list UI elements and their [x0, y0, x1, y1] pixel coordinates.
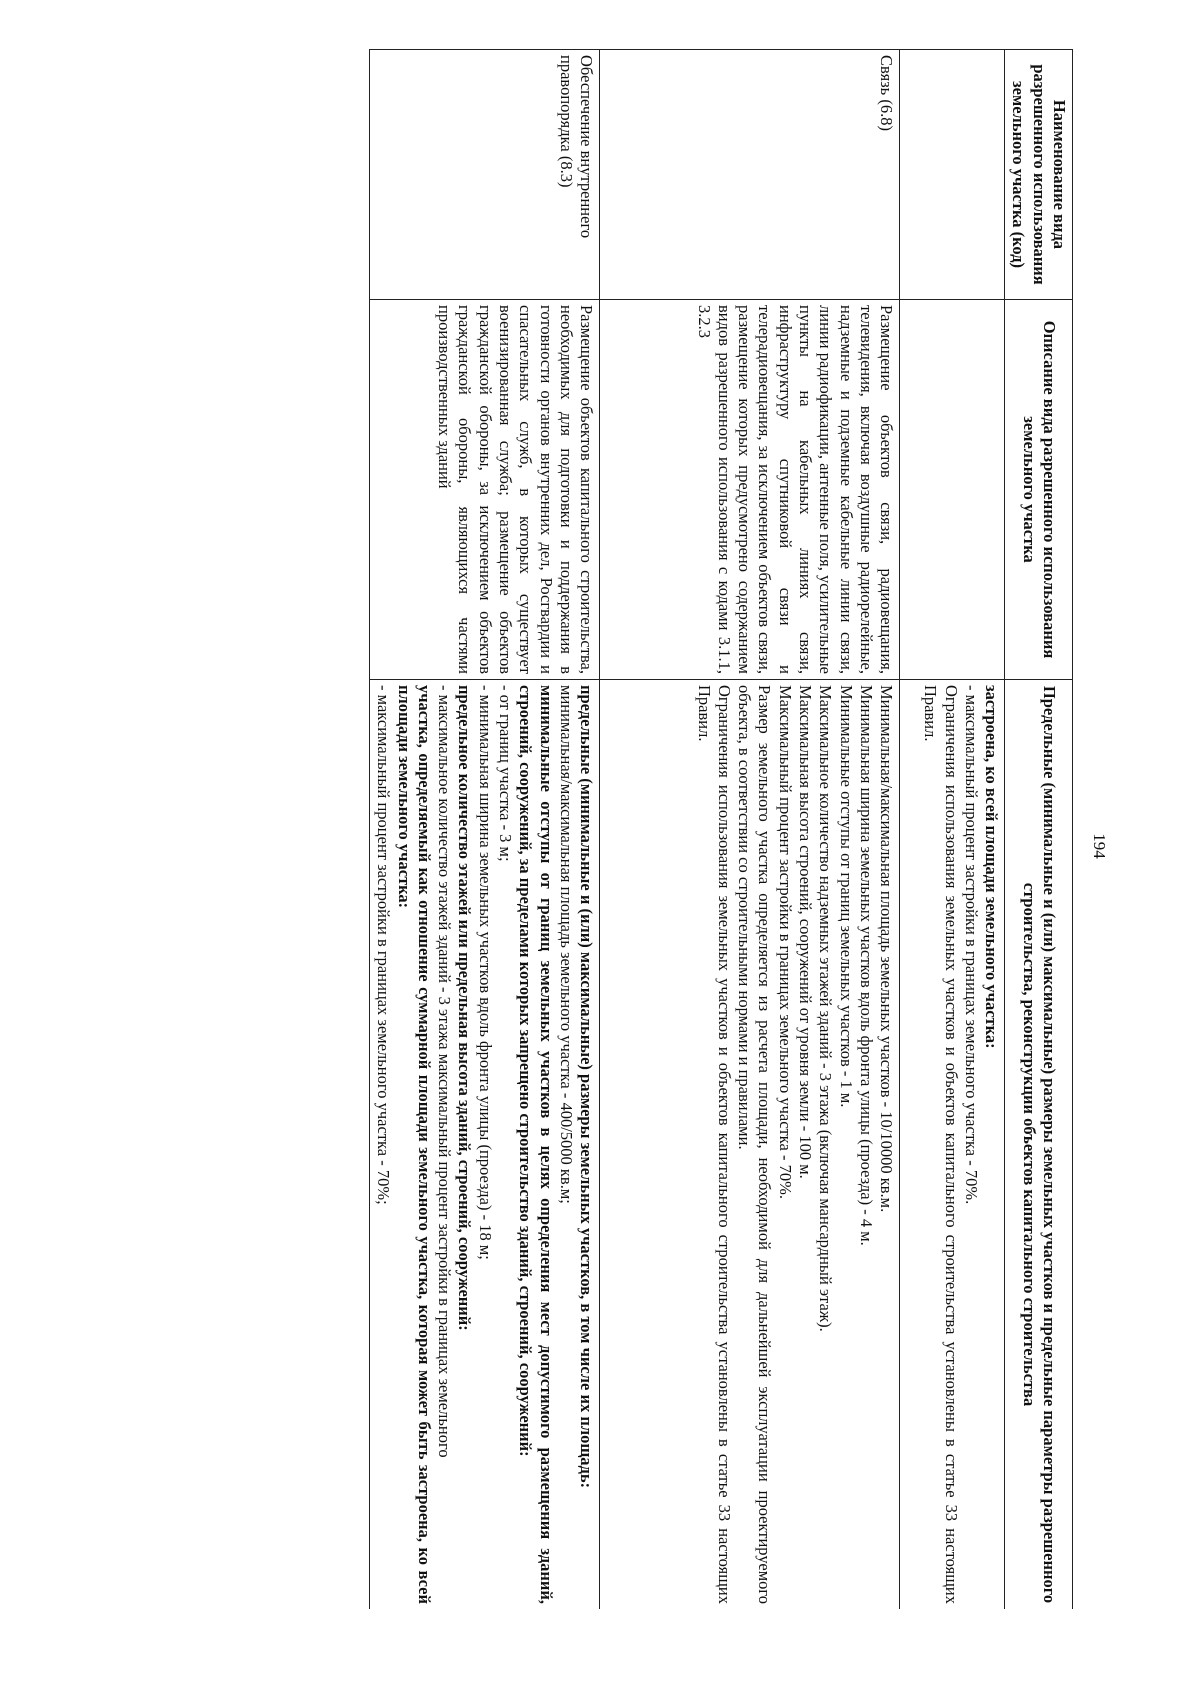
row1-param-1: застроена, ко всей площади земельного участка:	[982, 685, 1002, 1049]
header-name: Наименование вида разрешенного использования земельного участка (код)	[1005, 50, 1073, 300]
row2-param-6: Максимальный процент застройки в границах земельного участка - 70%.	[775, 685, 795, 1199]
row3-name: Обеспечение внутреннего правопорядка (8.3)	[370, 50, 600, 300]
row2-description: Размещение объектов связи, радиовещания, телевидения, включая воздушные радиорелейные, надземные и подземные кабельные линии связи, линии радиофикации, антенные поля, усилительные пункты на кабельных линиях связи, инфраструктуру спутниковой связи и телерадиовещания, за исключением объектов связи, размещение которых предусмотрено содержанием видов разрешенного использования с кодами 3.1.1, 3.2.3	[600, 300, 900, 680]
row2-name: Связь (6.8)	[600, 50, 900, 300]
row3-param-2: минимальная/максимальная площадь земельного участка - 400/5000 кв.м;	[556, 685, 576, 1204]
row3-param-3: минимальные отступы от границ земельных участков в целях определения мест допустимого размещения зданий, строений, сооружений, за пределами которых запрещено строительство зданий, строений, сооружений:	[516, 685, 556, 1604]
row2-param-8: Ограничения использования земельных участков и объектов капитального строительства установлены в статье 33 настоящих Правил.	[694, 685, 734, 1604]
row1-params	[900, 680, 1005, 1610]
header-row	[1005, 50, 1073, 1610]
row2-param-2: Минимальная ширина земельных участков вдоль фронта улицы (проезда) - 4 м.	[856, 685, 876, 1246]
header-params: Предельные (минимальные и (или) максимальные) размеры земельных участков и предельные параметры разрешенного строительства, реконструкции объектов капитального строительства	[1005, 680, 1073, 1610]
page-number: 194	[1090, 833, 1109, 859]
table-row	[370, 50, 600, 1610]
row2-param-1: Минимальная/максимальная площадь земельных участков - 10/10000 кв.м.	[877, 685, 897, 1213]
row3-param-5: - минимальная ширина земельных участков вдоль фронта улицы (проезда) - 18 м;	[475, 685, 495, 1260]
row1-param-2: - максимальный процент застройки в границах земельного участка - 70%.	[961, 685, 981, 1205]
row3-param-6: предельное количество этажей или предельная высота зданий, строений, сооружений:	[455, 685, 475, 1331]
row3-param-8: участка, определяемый как отношение суммарной площади земельного участка, которая может быть застроена, ко всей площади земельного участка:	[394, 685, 434, 1604]
table-row	[900, 50, 1005, 1610]
row2-param-3: Минимальные отступы от границ земельных участков - 1 м.	[836, 685, 856, 1108]
header-description: Описание вида разрешенного использования земельного участка	[1005, 300, 1073, 680]
row3-param-4: - от границ участка - 3 м;	[496, 685, 516, 862]
row3-param-1: предельные (минимальные и (или) максимальные) размеры земельных участков, в том числе их площадь:	[577, 685, 597, 1489]
table-row	[600, 50, 900, 1610]
rotated-table-wrapper	[55, 49, 1073, 1609]
row1-description	[900, 300, 1005, 680]
row1-param-3: Ограничения использования земельных участков и объектов капитального строительства установлены в статье 33 настоящих Правил.	[921, 685, 961, 1604]
row2-param-5: Максимальная высота строений, сооружений от уровня земли - 100 м.	[796, 685, 816, 1179]
row3-description: Размещение объектов капитального строительства, необходимых для подготовки и поддержания в готовности органов внутренних дел, Росгвардии и спасательных служб, в которых существует военизированная служба; размещение объектов гражданской обороны, за исключением объектов гражданской обороны, являющихся частями производственных зданий	[370, 300, 600, 680]
row2-param-7: Размер земельного участка определяется из расчета площади, необходимой для дальнейшей эксплуатации проектируемого объекта, в соответствии со строительными нормами и правилами.	[735, 685, 775, 1604]
land-use-table	[369, 49, 1073, 1609]
row3-param-9: - максимальный процент застройки в границах земельного участка - 70%;	[374, 685, 394, 1205]
document-sheet	[55, 49, 1073, 1609]
row3-params	[370, 680, 600, 1610]
row2-param-4: Максимальное количество надземных этажей зданий - 3 этажа (включая мансардный этаж).	[816, 685, 836, 1332]
row2-params	[600, 680, 900, 1610]
row3-param-7: - максимальное количество этажей зданий - 3 этажа максимальный процент застройки в границах земельного	[435, 685, 455, 1458]
row1-name	[900, 50, 1005, 300]
